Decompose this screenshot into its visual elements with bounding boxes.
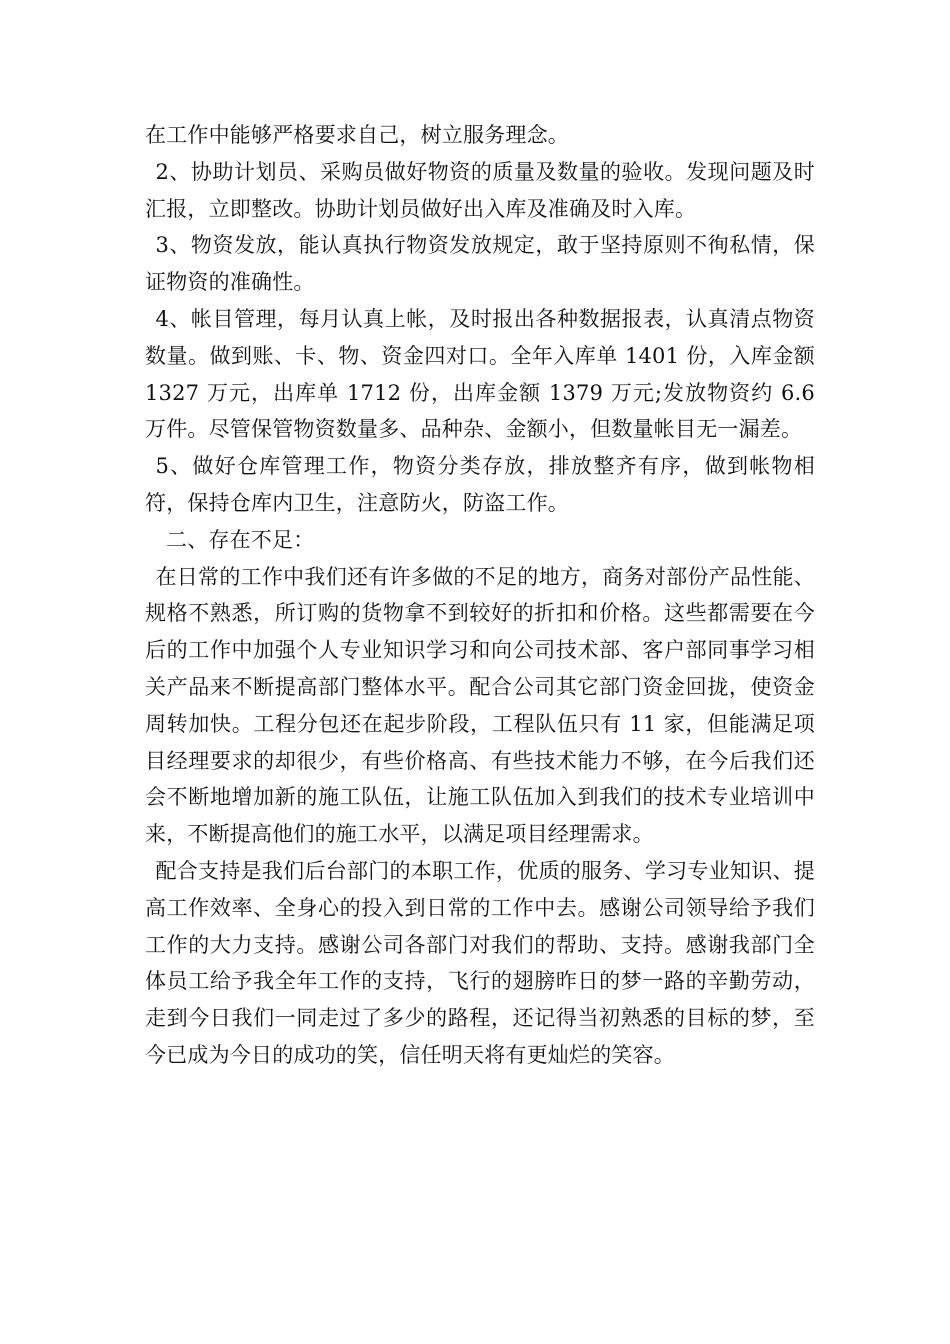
document-body: [145, 117, 815, 1074]
paragraph-service-attitude: 在工作中能够严格要求自己，树立服务理念。: [145, 123, 569, 147]
paragraph-acknowledgements: 配合支持是我们后台部门的本职工作，优质的服务、学习专业知识、提高工作效率、全身心的投入到日常的工作中去。感谢公司领导给予我们工作的大力支持。感谢公司各部门对我们的帮助、支持。感谢我部门全体员工给予我全年工作的支持，飞行的翅膀昨日的梦一路的辛勤劳动，走到今日我们一同走过了多少的路程，还记得当初熟悉的目标的梦，至今已成为今日的成功的笑，信任明天将有更灿烂的笑容。: [145, 858, 815, 1067]
section-heading-shortcomings: 二、存在不足：: [166, 527, 315, 552]
paragraph-item-2-inspection: 2、协助计划员、采购员做好物资的质量及数量的验收。发现问题及时汇报，立即整改。协助计划员做好出入库及准确及时入库。: [145, 159, 815, 221]
paragraph-item-5-warehouse: 5、做好仓库管理工作，物资分类存放，排放整齐有序，做到帐物相符，保持仓库内卫生，注意防火，防盗工作。: [145, 454, 815, 515]
paragraph-shortcomings: 在日常的工作中我们还有许多做的不足的地方，商务对部份产品性能、规格不熟悉，所订购的货物拿不到较好的折扣和价格。这些都需要在今后的工作中加强个人专业知识学习和向公司技术部、客户部同事学习相关产品来不断提高部门整体水平。配合公司其它部门资金回拢，使资金周转加快。工程分包还在起步阶段，工程队伍只有 11 家，但能满足项目经理要求的却很少，有些价格高、有些技术能力不够，在今后我们还会不断地增加新的施工队伍，让施工队伍加入到我们的技术专业培训中来，不断提高他们的施工水平，以满足项目经理需求。: [145, 564, 815, 847]
paragraph-item-3-distribution: 3、物资发放，能认真执行物资发放规定，敢于坚持原则不徇私情，保证物资的准确性。: [145, 233, 815, 295]
paragraph-item-4-accounts: 4、帐目管理，每月认真上帐，及时报出各种数据报表，认真清点物资数量。做到账、卡、物、资金四对口。全年入库单 1401 份，入库金额 1327 万元，出库单 1712 份，出库金额 1379 万元;发放物资约 6.6 万件。尽管保管物资数量多、品种杂、金额小，但数量帐目无一漏差。: [145, 306, 815, 442]
